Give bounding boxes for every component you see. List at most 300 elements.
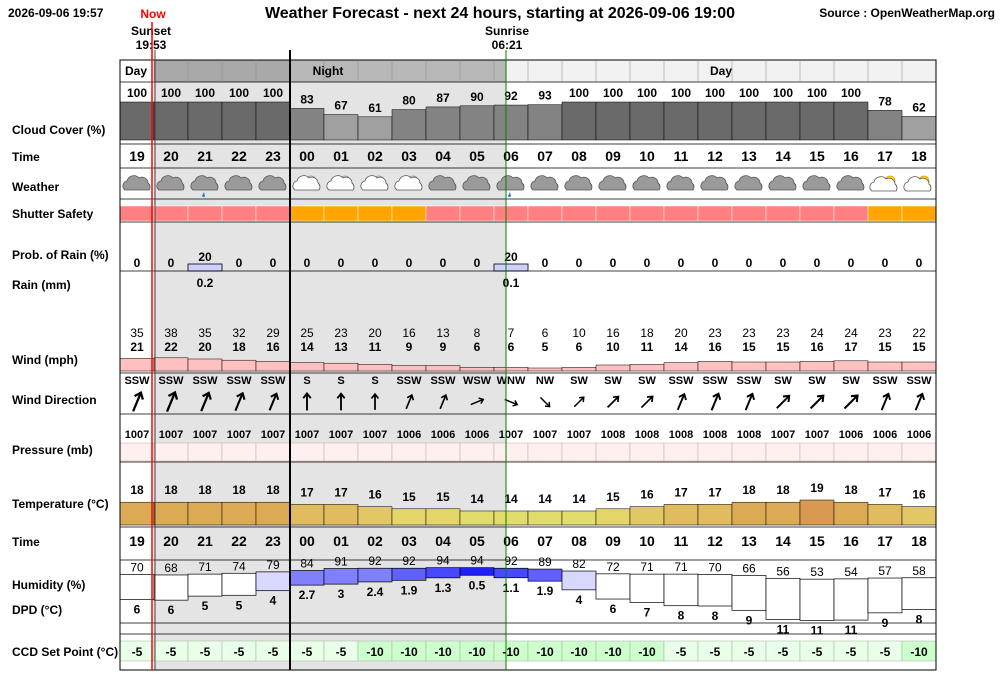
wind-bar (120, 358, 154, 371)
pressure-cell (528, 443, 562, 461)
hour-label: 16 (843, 533, 859, 549)
dpd-value: 9 (881, 615, 889, 630)
arrow-shape (605, 394, 621, 410)
cloud-value: 100 (194, 86, 216, 100)
cloud-value: 100 (228, 86, 250, 100)
wind-bar (222, 360, 256, 371)
cloudy-icon (633, 176, 660, 190)
dpd-value: 8 (711, 609, 719, 623)
wind-gust-value: 32 (232, 326, 246, 340)
hour-label: 13 (741, 533, 757, 549)
wind-speed-value: 15 (742, 340, 756, 354)
humidity-value: 72 (606, 559, 620, 574)
cloud-bar (222, 102, 256, 140)
wind-bar (766, 362, 800, 371)
rain-prob-value: 0 (371, 256, 379, 270)
hour-label: 05 (469, 533, 485, 549)
temperature-value: 16 (368, 487, 382, 502)
hour-label: 03 (401, 533, 417, 549)
hour-label: 00 (299, 533, 315, 549)
hour-label: 22 (231, 533, 247, 549)
humidity-bar (528, 569, 562, 581)
cloud-value: 100 (806, 86, 828, 100)
shutter-cell (664, 206, 698, 221)
arrow-shape (878, 392, 892, 411)
hour-label: 14 (775, 148, 791, 164)
hour-label: 19 (129, 148, 145, 164)
pressure-value: 1008 (702, 429, 728, 441)
rain-bar (188, 264, 222, 271)
humidity-bar (188, 574, 222, 596)
cloud-value: 100 (772, 86, 794, 100)
wind-speed-value: 18 (232, 340, 246, 354)
humidity-value: 56 (776, 564, 790, 579)
hour-label: 13 (741, 148, 757, 164)
cloudy-icon (667, 176, 694, 190)
pressure-cell (290, 443, 324, 461)
hour-label: 10 (639, 148, 655, 164)
wind-gust-value: 23 (878, 326, 892, 340)
pressure-value: 1007 (260, 429, 286, 441)
pressure-value: 1007 (328, 429, 354, 441)
humidity-bar (222, 573, 256, 595)
partly-cloudy-day-icon (904, 176, 931, 191)
hour-label: 17 (877, 533, 893, 549)
cloud-bar (698, 102, 732, 140)
shutter-cell (256, 206, 290, 221)
pressure-value: 1006 (396, 429, 422, 441)
wind-speed-value: 15 (878, 340, 892, 354)
pressure-cell (596, 443, 630, 461)
shutter-cell (766, 206, 800, 221)
cloud-shape (769, 176, 796, 190)
pressure-cell (664, 443, 698, 461)
pressure-cell (188, 443, 222, 461)
hour-label: 04 (435, 533, 451, 549)
hour-label: 01 (333, 148, 349, 164)
cloud-value: 100 (262, 86, 284, 100)
humidity-bar (664, 574, 698, 606)
wind-gust-value: 18 (640, 326, 654, 340)
shutter-cell (596, 206, 630, 221)
temperature-value: 18 (198, 483, 212, 498)
temperature-value: 14 (538, 492, 552, 506)
humidity-value: 54 (844, 564, 858, 579)
pressure-value: 1007 (192, 429, 218, 441)
wind-dir-label: SW (808, 375, 826, 387)
humidity-bar (630, 574, 664, 602)
row-label: CCD Set Point (°C) (12, 645, 119, 659)
pressure-cell (868, 443, 902, 461)
cloud-value: 100 (160, 86, 182, 100)
ccd-value: -5 (675, 645, 687, 659)
cloud-bar (324, 115, 358, 140)
humidity-value: 71 (674, 560, 688, 575)
temperature-bar (120, 502, 154, 525)
hour-label: 07 (537, 148, 553, 164)
cloud-shape (837, 176, 864, 190)
wind-gust-value: 13 (436, 326, 450, 340)
cloudy-icon (565, 176, 592, 190)
cloudy-icon (123, 176, 150, 190)
wind-speed-value: 11 (368, 340, 382, 354)
cloud-value: 61 (368, 100, 382, 115)
temperature-bar (256, 502, 290, 525)
wind-speed-value: 16 (810, 340, 824, 354)
dpd-value: 1.9 (400, 583, 418, 598)
hour-label: 23 (265, 148, 281, 164)
cloud-value: 92 (504, 89, 518, 104)
wind-speed-value: 6 (507, 340, 515, 354)
wind-dir-label: SSW (702, 375, 728, 387)
wind-arrow-icon (129, 391, 145, 413)
cloud-value: 87 (436, 90, 450, 105)
humidity-bar (868, 578, 902, 613)
temperature-bar (460, 511, 494, 525)
dpd-value: 8 (915, 612, 923, 627)
temperature-value: 15 (606, 489, 620, 504)
wind-gust-value: 29 (266, 326, 280, 340)
cloud-bar (800, 102, 834, 140)
rain-prob-value: 0 (337, 256, 345, 270)
cloudy-icon (531, 176, 558, 190)
pressure-cell (460, 443, 494, 461)
cloud-bar (732, 102, 766, 140)
cloud-value: 100 (704, 86, 726, 100)
cloud-bar (630, 102, 664, 140)
shutter-cell (528, 206, 562, 221)
temperature-value: 19 (810, 481, 824, 495)
rain-prob-value: 0 (439, 256, 447, 270)
cloud-shape (633, 176, 660, 190)
hour-label: 20 (163, 148, 179, 164)
cloudy-icon (735, 176, 762, 190)
pressure-cell (800, 443, 834, 461)
pressure-cell (732, 443, 766, 461)
cloud-value: 100 (126, 86, 148, 100)
wind-gust-value: 23 (708, 326, 722, 340)
temperature-bar (698, 504, 732, 525)
temperature-value: 14 (470, 492, 484, 506)
pressure-cell (256, 443, 290, 461)
period-label: Day (709, 64, 733, 78)
wind-gust-value: 23 (776, 326, 790, 340)
wind-gust-value: 38 (164, 326, 178, 340)
cloud-shape (123, 176, 150, 190)
cloud-value: 100 (568, 86, 590, 100)
wind-arrow-icon (605, 394, 621, 410)
temperature-value: 17 (334, 485, 348, 500)
cloud-bar (766, 102, 800, 140)
wind-speed-value: 21 (130, 340, 144, 354)
humidity-bar (698, 574, 732, 606)
temperature-bar (596, 509, 630, 525)
humidity-value: 71 (640, 560, 654, 575)
shutter-cell (358, 206, 392, 221)
wind-arrow-icon (639, 394, 655, 410)
ccd-value: -10 (468, 645, 486, 659)
cloud-value: 67 (334, 98, 348, 113)
hour-label: 15 (809, 533, 825, 549)
hour-label: 11 (673, 533, 689, 549)
hour-label: 17 (877, 148, 893, 164)
humidity-bar (766, 578, 800, 619)
cloud-bar (834, 102, 868, 140)
humidity-value: 92 (368, 554, 382, 569)
shutter-cell (120, 206, 154, 221)
cloud-value: 80 (402, 93, 416, 108)
shutter-cell (290, 206, 324, 221)
cloud-bar (256, 102, 290, 140)
shutter-cell (902, 206, 936, 221)
pressure-cell (698, 443, 732, 461)
sunset-time: 19:53 (135, 38, 167, 52)
rain-mm-value: 0.1 (502, 276, 520, 290)
hour-label: 12 (707, 148, 723, 164)
humidity-value: 71 (198, 560, 212, 575)
pressure-cell (324, 443, 358, 461)
wind-dir-label: SW (604, 375, 622, 387)
hour-label: 05 (469, 148, 485, 164)
shutter-cell (698, 206, 732, 221)
humidity-value: 57 (878, 564, 892, 579)
ccd-value: -5 (335, 645, 347, 659)
rain-prob-value: 0 (915, 256, 923, 270)
humidity-value: 82 (572, 557, 586, 572)
pressure-value: 1007 (804, 429, 830, 441)
ccd-value: -5 (811, 645, 823, 659)
temperature-value: 15 (402, 489, 416, 504)
wind-dir-label: SSW (124, 375, 150, 387)
wind-dir-label: SSW (872, 375, 898, 387)
pressure-value: 1007 (124, 429, 150, 441)
hour-label: 03 (401, 148, 417, 164)
wind-speed-value: 15 (776, 340, 790, 354)
pressure-value: 1007 (226, 429, 252, 441)
row-label: Cloud Cover (%) (12, 123, 106, 137)
dpd-value: 6 (133, 602, 141, 617)
humidity-bar (596, 574, 630, 599)
wind-speed-value: 22 (164, 340, 178, 354)
row-label: Time (12, 535, 40, 549)
pressure-value: 1008 (736, 429, 762, 441)
row-label: Shutter Safety (12, 207, 94, 221)
wind-speed-value: 5 (541, 340, 549, 354)
wind-dir-label: SSW (158, 375, 184, 387)
ccd-value: -10 (502, 645, 520, 659)
sunrise-time: 06:21 (491, 38, 523, 52)
wind-gust-value: 16 (606, 326, 620, 340)
ccd-value: -5 (267, 645, 279, 659)
wind-bar (392, 366, 426, 371)
temperature-bar (290, 504, 324, 525)
row-label: Wind Direction (12, 393, 97, 407)
ccd-value: -5 (199, 645, 211, 659)
wind-gust-value: 35 (130, 326, 144, 340)
temperature-value: 18 (164, 483, 178, 498)
shutter-cell (392, 206, 426, 221)
wind-gust-value: 24 (844, 326, 858, 340)
humidity-bar (732, 576, 766, 611)
rain-bar (494, 264, 528, 271)
temperature-bar (664, 504, 698, 525)
rain-mm-value: 0.2 (196, 276, 214, 290)
dpd-value: 2.4 (366, 584, 384, 599)
dpd-value: 11 (776, 622, 790, 637)
cloud-bar (596, 102, 630, 140)
humidity-value: 53 (810, 565, 824, 580)
temperature-value: 17 (300, 485, 314, 500)
ccd-value: -5 (165, 645, 177, 659)
row-label: Prob. of Rain (%) (12, 248, 109, 262)
wind-arrow-icon (538, 395, 551, 408)
temperature-bar (834, 502, 868, 525)
hour-label: 08 (571, 533, 587, 549)
hour-label: 07 (537, 533, 553, 549)
dpd-value: 0.5 (468, 578, 486, 593)
wind-dir-label: NW (535, 375, 555, 387)
hour-label: 02 (367, 148, 383, 164)
row-label: Humidity (%) (12, 578, 86, 592)
cloud-shape (565, 176, 592, 190)
arrow-shape (129, 391, 145, 413)
ccd-value: -10 (536, 645, 554, 659)
temperature-bar (494, 511, 528, 525)
wind-dir-label: SSW (668, 375, 694, 387)
cloud-value: 62 (912, 100, 926, 115)
wind-gust-value: 8 (473, 326, 481, 340)
shutter-cell (154, 206, 188, 221)
rain-prob-value: 20 (504, 250, 518, 264)
row-label: Temperature (°C) (12, 497, 109, 511)
cloud-shape (735, 176, 762, 190)
hour-label: 12 (707, 533, 723, 549)
rain-prob-value: 0 (609, 256, 617, 270)
temperature-bar (324, 504, 358, 525)
pressure-value: 1006 (430, 429, 456, 441)
sunrise-label: Sunrise (484, 24, 530, 38)
temperature-value: 16 (640, 487, 654, 502)
humidity-value: 94 (470, 553, 484, 568)
cloudy-icon (837, 176, 864, 190)
pressure-cell (834, 443, 868, 461)
cloud-bar (562, 102, 596, 140)
hour-label: 08 (571, 148, 587, 164)
cloud-bar (902, 116, 936, 140)
cloudy-icon (769, 176, 796, 190)
row-label: Wind (mph) (12, 353, 78, 367)
wind-bar (324, 363, 358, 371)
humidity-value: 66 (742, 561, 756, 576)
hour-label: 18 (911, 148, 927, 164)
period-label: Night (312, 64, 344, 78)
arrow-shape (674, 393, 688, 412)
wind-bar (290, 363, 324, 371)
ccd-value: -5 (845, 645, 857, 659)
wind-bar (358, 364, 392, 371)
temperature-value: 17 (674, 485, 688, 500)
wind-gust-value: 16 (402, 326, 416, 340)
rain-prob-value: 0 (167, 256, 175, 270)
temperature-bar (188, 502, 222, 525)
header-timestamp: 2026-09-06 19:57 (8, 6, 104, 20)
wind-speed-value: 15 (912, 340, 926, 354)
wind-arrow-icon (708, 392, 722, 412)
cloud-bar (494, 105, 528, 140)
dpd-value: 1.9 (536, 584, 554, 599)
wind-gust-value: 23 (742, 326, 756, 340)
wind-dir-label: S (303, 375, 311, 387)
wind-bar (800, 361, 834, 371)
dpd-value: 1.3 (434, 580, 452, 595)
cloud-bar (154, 102, 188, 140)
hour-label: 06 (503, 533, 519, 549)
shutter-cell (222, 206, 256, 221)
wind-arrow-icon (912, 392, 926, 411)
temperature-value: 18 (266, 483, 280, 498)
humidity-bar (120, 574, 154, 599)
rain-prob-value: 0 (473, 256, 481, 270)
shutter-cell (188, 206, 222, 221)
wind-bar (562, 367, 596, 371)
arrow-shape (912, 392, 926, 411)
cloud-bar (664, 102, 698, 140)
dpd-value: 3 (337, 587, 345, 602)
period-label: Day (124, 64, 148, 78)
cloud-bar (290, 108, 324, 140)
wind-gust-value: 7 (507, 326, 515, 340)
hour-label: 20 (163, 533, 179, 549)
rain-prob-value: 0 (133, 256, 141, 270)
rain-prob-value: 0 (745, 256, 753, 270)
wind-speed-value: 14 (674, 340, 688, 354)
rain-prob-value: 0 (779, 256, 787, 270)
hour-label: 11 (673, 148, 689, 164)
wind-dir-label: SSW (192, 375, 218, 387)
wind-arrow-icon (842, 393, 861, 412)
row-label: Pressure (mb) (12, 443, 93, 457)
arrow-shape (742, 392, 756, 411)
dpd-value: 2.7 (298, 588, 316, 603)
pressure-cell (358, 443, 392, 461)
wind-bar (732, 362, 766, 371)
arrow-shape (538, 395, 551, 408)
hour-label: 18 (911, 533, 927, 549)
humidity-bar (256, 572, 290, 591)
hour-label: 01 (333, 533, 349, 549)
now-label: Now (140, 7, 166, 21)
humidity-bar (392, 568, 426, 580)
pressure-value: 1006 (838, 429, 864, 441)
wind-speed-value: 9 (405, 340, 413, 354)
cloud-value: 100 (670, 86, 692, 100)
temperature-value: 18 (130, 483, 144, 498)
wind-arrow-icon (808, 393, 826, 411)
temperature-value: 17 (708, 485, 722, 500)
humidity-value: 79 (266, 557, 280, 572)
wind-dir-label: WSW (462, 375, 492, 387)
arrow-shape (842, 393, 861, 412)
partly-cloudy-day-icon (870, 176, 897, 191)
pressure-value: 1007 (158, 429, 184, 441)
humidity-value: 68 (164, 560, 178, 575)
ccd-value: -5 (233, 645, 245, 659)
dpd-value: 6 (167, 603, 175, 618)
pressure-cell (120, 443, 154, 461)
temperature-value: 14 (572, 492, 586, 506)
pressure-cell (222, 443, 256, 461)
wind-bar (596, 365, 630, 371)
